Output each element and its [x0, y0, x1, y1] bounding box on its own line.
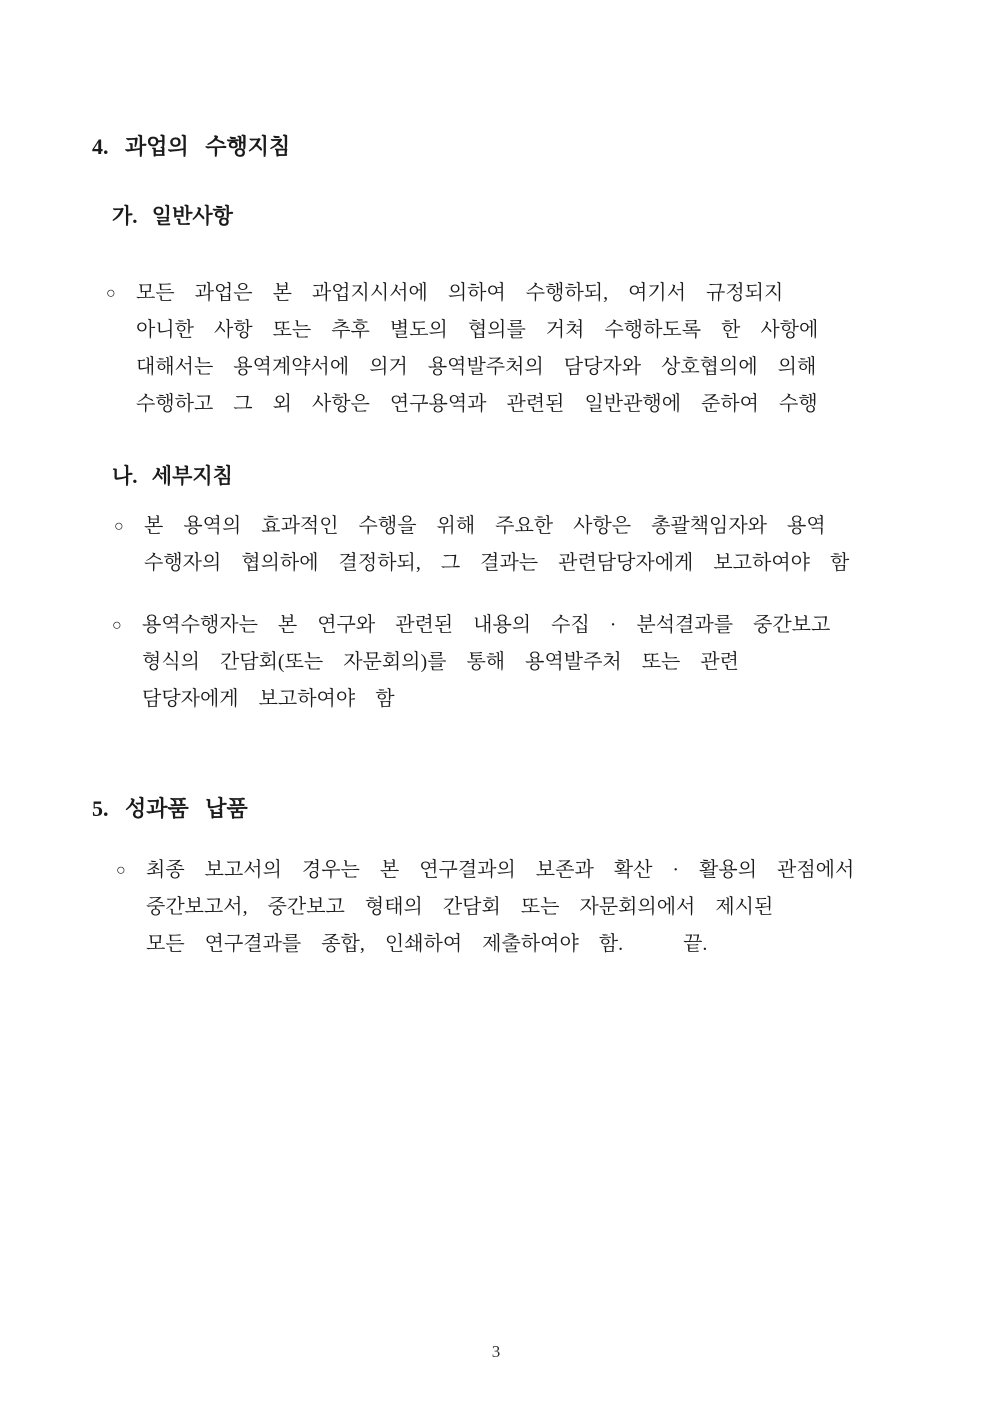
paragraph-line: 대해서는 용역계약서에 의거 용역발주처의 담당자와 상호협의에 의해 [136, 356, 817, 378]
paragraph-detail-2-lines [142, 607, 992, 718]
paragraph-line: 모든 과업은 본 과업지시서에 의하여 수행하되, 여기서 규정되지 [136, 282, 784, 304]
subsection-na-heading: 나. 세부지침 [112, 464, 233, 488]
paragraph-line: 수행자의 협의하에 결정하되, 그 결과는 관련담당자에게 보고하여야 함 [144, 552, 850, 574]
paragraph-line: 담당자에게 보고하여야 함 [142, 688, 395, 710]
section-4-heading: 4. 과업의 수행지침 [92, 134, 291, 159]
circle-bullet-icon: ○ [116, 862, 126, 879]
section-5-heading: 5. 성과품 납품 [92, 796, 248, 821]
paragraph-line: 중간보고서, 중간보고 형태의 간담회 또는 자문회의에서 제시된 [146, 896, 774, 918]
paragraph-detail-2 [112, 607, 992, 718]
paragraph-line: 본 용역의 효과적인 수행을 위해 주요한 사항은 총괄책임자와 용역 [144, 515, 826, 537]
circle-bullet-icon: ○ [112, 617, 122, 634]
paragraph-line: 수행하고 그 외 사항은 연구용역과 관련된 일반관행에 준하여 수행 [136, 393, 818, 415]
circle-bullet-icon: ○ [106, 285, 116, 302]
paragraph-general-lines [136, 275, 992, 423]
paragraph-line: 모든 연구결과를 종합, 인쇄하여 제출하여야 함. 끝. [146, 933, 708, 955]
page-number: 3 [491, 1342, 501, 1361]
subsection-ga-heading: 가. 일반사항 [112, 204, 233, 228]
paragraph-deliverable [116, 852, 992, 963]
paragraph-line: 용역수행자는 본 연구와 관련된 내용의 수집 · 분석결과를 중간보고 [142, 614, 831, 636]
paragraph-detail-1 [114, 508, 992, 582]
paragraph-line: 형식의 간담회(또는 자문회의)를 통해 용역발주처 또는 관련 [142, 651, 739, 673]
paragraph-detail-1-lines [144, 508, 992, 582]
circle-bullet-icon: ○ [114, 518, 124, 535]
paragraph-deliverable-lines [146, 852, 992, 963]
paragraph-line: 최종 보고서의 경우는 본 연구결과의 보존과 확산 · 활용의 관점에서 [146, 859, 855, 881]
paragraph-line: 아니한 사항 또는 추후 별도의 협의를 거쳐 수행하도록 한 사항에 [136, 319, 819, 341]
paragraph-general [106, 275, 992, 423]
